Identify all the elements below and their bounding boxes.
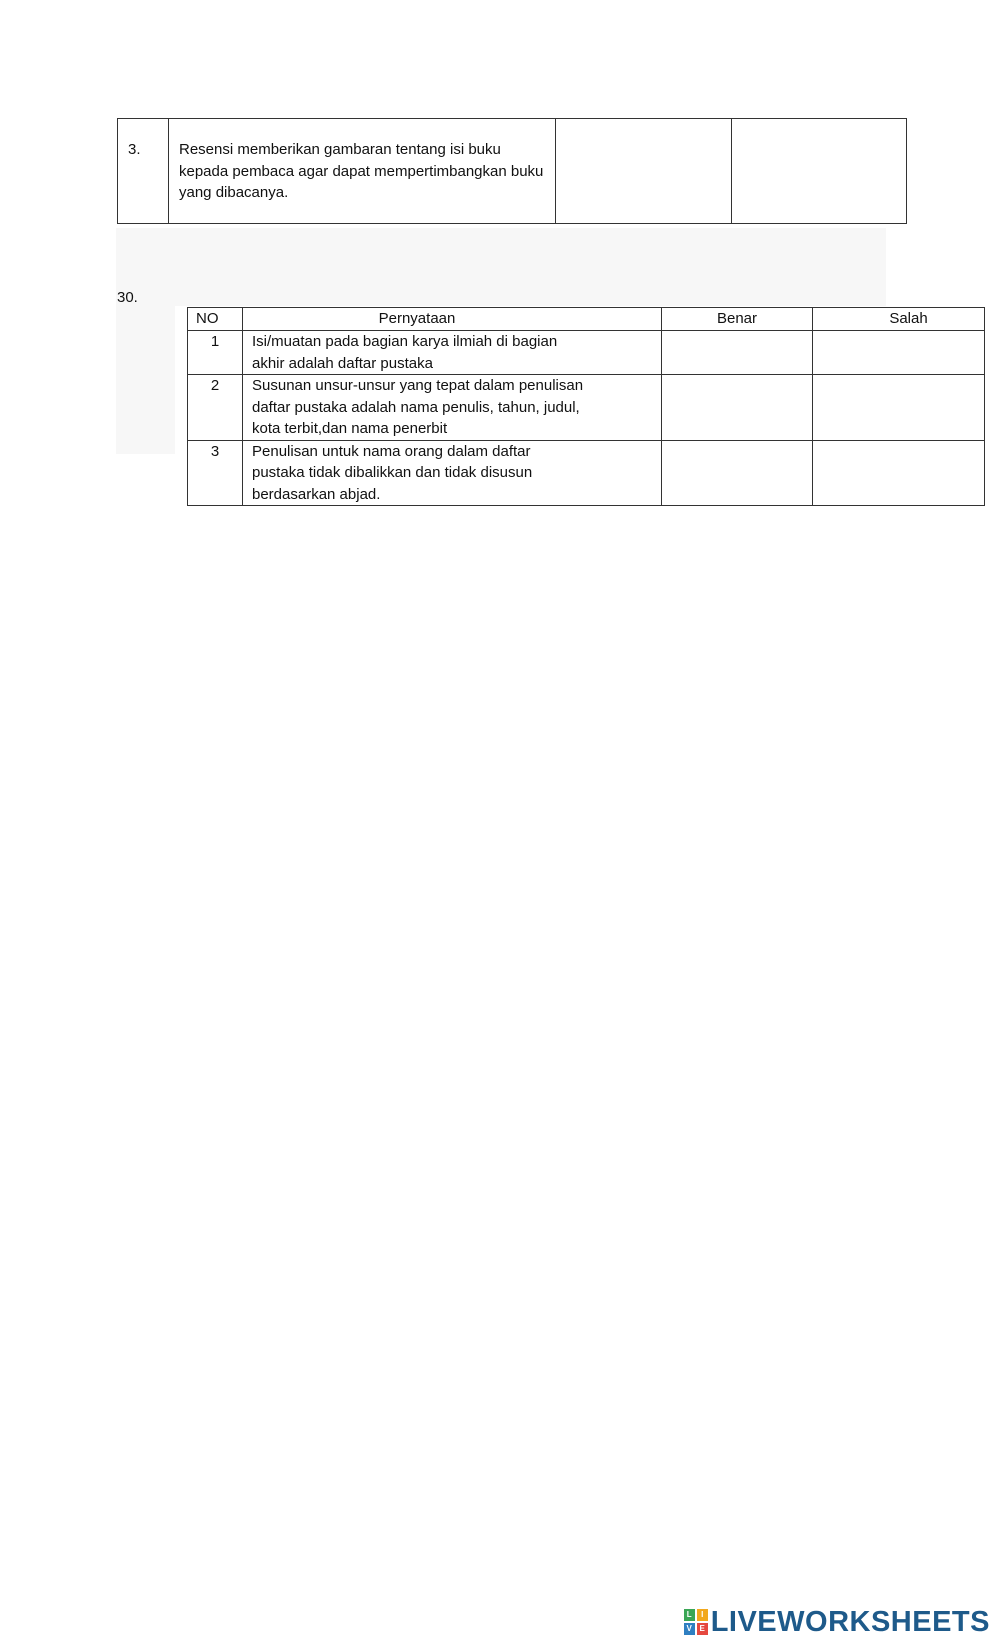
answer-cell-salah[interactable]	[813, 440, 985, 506]
statement-line: Isi/muatan pada bagian karya ilmiah di bagian	[252, 333, 558, 350]
statement-line: pustaka tidak dibalikkan dan tidak disusun	[252, 464, 533, 481]
question-number: 30.	[117, 289, 138, 306]
statement-line: yang dibacanya.	[179, 184, 289, 201]
statement-line: akhir adalah daftar pustaka	[252, 354, 433, 372]
header-salah: Salah	[813, 308, 985, 331]
statement-line: Susunan unsur-unsur yang tepat dalam penulisan	[252, 377, 584, 394]
row-number: 3	[188, 440, 243, 506]
table-row	[118, 119, 907, 224]
row-number: 1	[188, 331, 243, 375]
item-3-table	[117, 118, 907, 224]
answer-cell-salah[interactable]	[813, 375, 985, 441]
row-statement	[243, 331, 662, 375]
item-number: 3.	[118, 119, 169, 224]
table-row	[188, 331, 985, 375]
answer-cell-benar[interactable]	[662, 440, 813, 506]
statement-line: Resensi memberikan gambaran tentang isi buku	[179, 141, 501, 158]
statement-line: Penulisan untuk nama orang dalam daftar	[252, 442, 531, 460]
question-30-table	[187, 307, 985, 506]
row-statement	[243, 375, 662, 441]
header-no: NO	[188, 308, 243, 331]
answer-cell-benar[interactable]	[662, 331, 813, 375]
background-band	[116, 306, 175, 454]
header-benar: Benar	[662, 308, 813, 331]
answer-cell-benar[interactable]	[556, 119, 732, 224]
statement-line: kota terbit,dan nama penerbit	[252, 420, 448, 437]
background-band	[116, 228, 886, 306]
answer-cell-salah[interactable]	[813, 331, 985, 375]
statement-line: berdasarkan abjad.	[252, 485, 381, 503]
liveworksheets-logo	[684, 1605, 990, 1639]
header-row	[188, 308, 985, 331]
statement-line: kepada pembaca agar dapat mempertimbangkan buku	[179, 162, 544, 180]
statement-line: daftar pustaka adalah nama penulis, tahun, judul,	[252, 398, 580, 416]
answer-cell-benar[interactable]	[662, 375, 813, 441]
answer-cell-salah[interactable]	[731, 119, 907, 224]
logo-mark-icon: L I V E	[684, 1609, 708, 1635]
table-row	[188, 375, 985, 441]
row-statement	[243, 440, 662, 506]
header-statement: Pernyataan	[243, 308, 662, 331]
item-statement	[169, 119, 556, 224]
logo-text: LIVEWORKSHEETS	[710, 1605, 990, 1638]
row-number: 2	[188, 375, 243, 441]
table-row	[188, 440, 985, 506]
